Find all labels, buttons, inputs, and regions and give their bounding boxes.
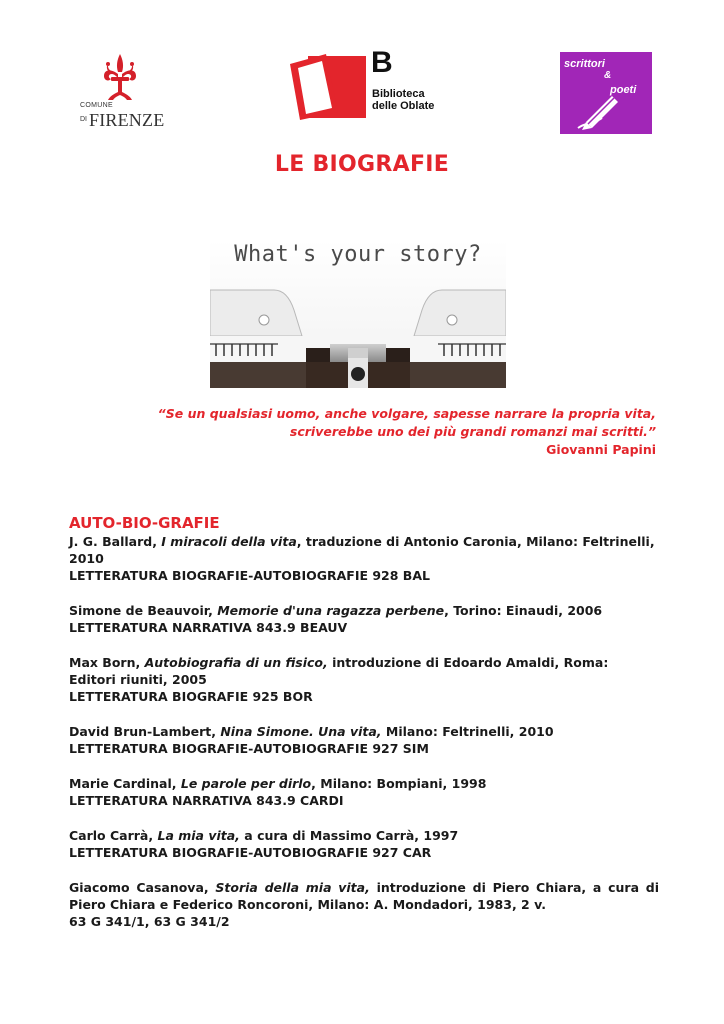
entry-shelf-location: LETTERATURA BIOGRAFIE-AUTOBIOGRAFIE 928 BAL <box>69 568 430 583</box>
biblioteca-oblate-logo <box>288 46 448 122</box>
entry-shelf-location: LETTERATURA BIOGRAFIE-AUTOBIOGRAFIE 927 CAR <box>69 845 432 860</box>
entry-publication: , Milano: Bompiani, 1998 <box>311 776 487 791</box>
bibliography-entry <box>69 723 659 757</box>
section-heading: AUTO-BIO-GRAFIE <box>69 514 220 532</box>
entry-citation <box>69 655 608 687</box>
entry-publication: a cura di Massimo Carrà, 1997 <box>239 828 459 843</box>
page-title: LE BIOGRAFIE <box>274 152 450 177</box>
typewriter-image <box>210 240 506 388</box>
oblate-name-line1: Biblioteca <box>372 88 425 100</box>
quote-open-mark: “ <box>157 406 166 421</box>
di-label: DI <box>80 116 87 123</box>
oblate-name <box>372 88 434 112</box>
comune-label: COMUNE <box>80 102 113 109</box>
entry-author: Marie Cardinal, <box>69 776 181 791</box>
entry-shelf-location: LETTERATURA NARRATIVA 843.9 BEAUV <box>69 620 348 635</box>
oblate-letter: B <box>371 46 393 79</box>
entry-author: Giacomo Casanova, <box>69 880 216 895</box>
florence-lily-icon <box>100 52 140 104</box>
entry-citation <box>69 828 458 843</box>
entry-citation <box>69 776 486 791</box>
oblate-name-line2: delle Oblate <box>372 100 435 112</box>
bibliography-section <box>69 514 659 948</box>
entry-publication: , traduzione di Antonio Caronia, Milano: Feltrinelli, 2010 <box>69 534 655 566</box>
quote-line-1 <box>158 405 656 423</box>
entry-title: Nina Simone. Una vita, <box>220 724 382 739</box>
entry-shelf-location: 63 G 341/1, 63 G 341/2 <box>69 914 230 929</box>
comune-firenze-logo <box>78 52 165 130</box>
entry-publication: introduzione di Piero Chiara, a cura di Piero Chiara e Federico Roncoroni, Milano: A. Mondadori, 1983, 2 v. <box>69 880 659 912</box>
hero-headline: What's your story? <box>234 242 482 267</box>
entry-citation <box>69 724 554 739</box>
quote-block <box>158 405 656 459</box>
entry-publication: Milano: Feltrinelli, 2010 <box>381 724 554 739</box>
quote-text-2: scriverebbe uno dei più grandi romanzi mai scritti. <box>289 424 648 439</box>
bibliography-entry <box>69 879 659 930</box>
bibliography-entry <box>69 602 659 636</box>
firenze-label: FIRENZE <box>89 110 165 130</box>
quote-line-2 <box>158 423 656 441</box>
ampersand-label: & <box>604 70 612 81</box>
entry-title: I miracoli della vita <box>161 534 297 549</box>
book-icon <box>288 50 370 122</box>
entry-title: La mia vita, <box>157 828 240 843</box>
entry-citation <box>69 603 602 618</box>
quote-close-mark: ” <box>647 424 656 439</box>
entry-title: Autobiografia di un fisico, <box>144 655 328 670</box>
bibliography-entry <box>69 775 659 809</box>
bibliography-entry <box>69 533 659 584</box>
scrittori-poeti-logo <box>560 52 652 134</box>
entry-title: Memorie d'una ragazza perbene <box>217 603 445 618</box>
bibliography-entry <box>69 827 659 861</box>
entry-author: Max Born, <box>69 655 145 670</box>
bibliography-entry <box>69 654 659 705</box>
entry-shelf-location: LETTERATURA BIOGRAFIE-AUTOBIOGRAFIE 927 SIM <box>69 741 429 756</box>
pen-icon <box>572 88 632 132</box>
entry-title: Storia della mia vita, <box>215 880 370 895</box>
quote-author: Giovanni Papini <box>546 442 656 457</box>
entry-author: J. G. Ballard, <box>69 534 162 549</box>
entry-citation <box>69 534 655 566</box>
quote-text-1: Se un qualsiasi uomo, anche volgare, sapesse narrare la propria vita, <box>165 406 656 421</box>
entry-publication: introduzione di Edoardo Amaldi, Roma: Editori riuniti, 2005 <box>69 655 609 687</box>
entry-author: David Brun-Lambert, <box>69 724 221 739</box>
entry-publication: , Torino: Einaudi, 2006 <box>444 603 603 618</box>
entry-author: Simone de Beauvoir, <box>69 603 218 618</box>
entry-shelf-location: LETTERATURA NARRATIVA 843.9 CARDI <box>69 793 344 808</box>
poeti-label: poeti <box>610 84 637 96</box>
scrittori-label: scrittori <box>564 58 605 70</box>
entry-citation <box>69 879 659 913</box>
entry-author: Carlo Carrà, <box>69 828 158 843</box>
entry-shelf-location: LETTERATURA BIOGRAFIE 925 BOR <box>69 689 313 704</box>
entry-title: Le parole per dirlo <box>180 776 312 791</box>
